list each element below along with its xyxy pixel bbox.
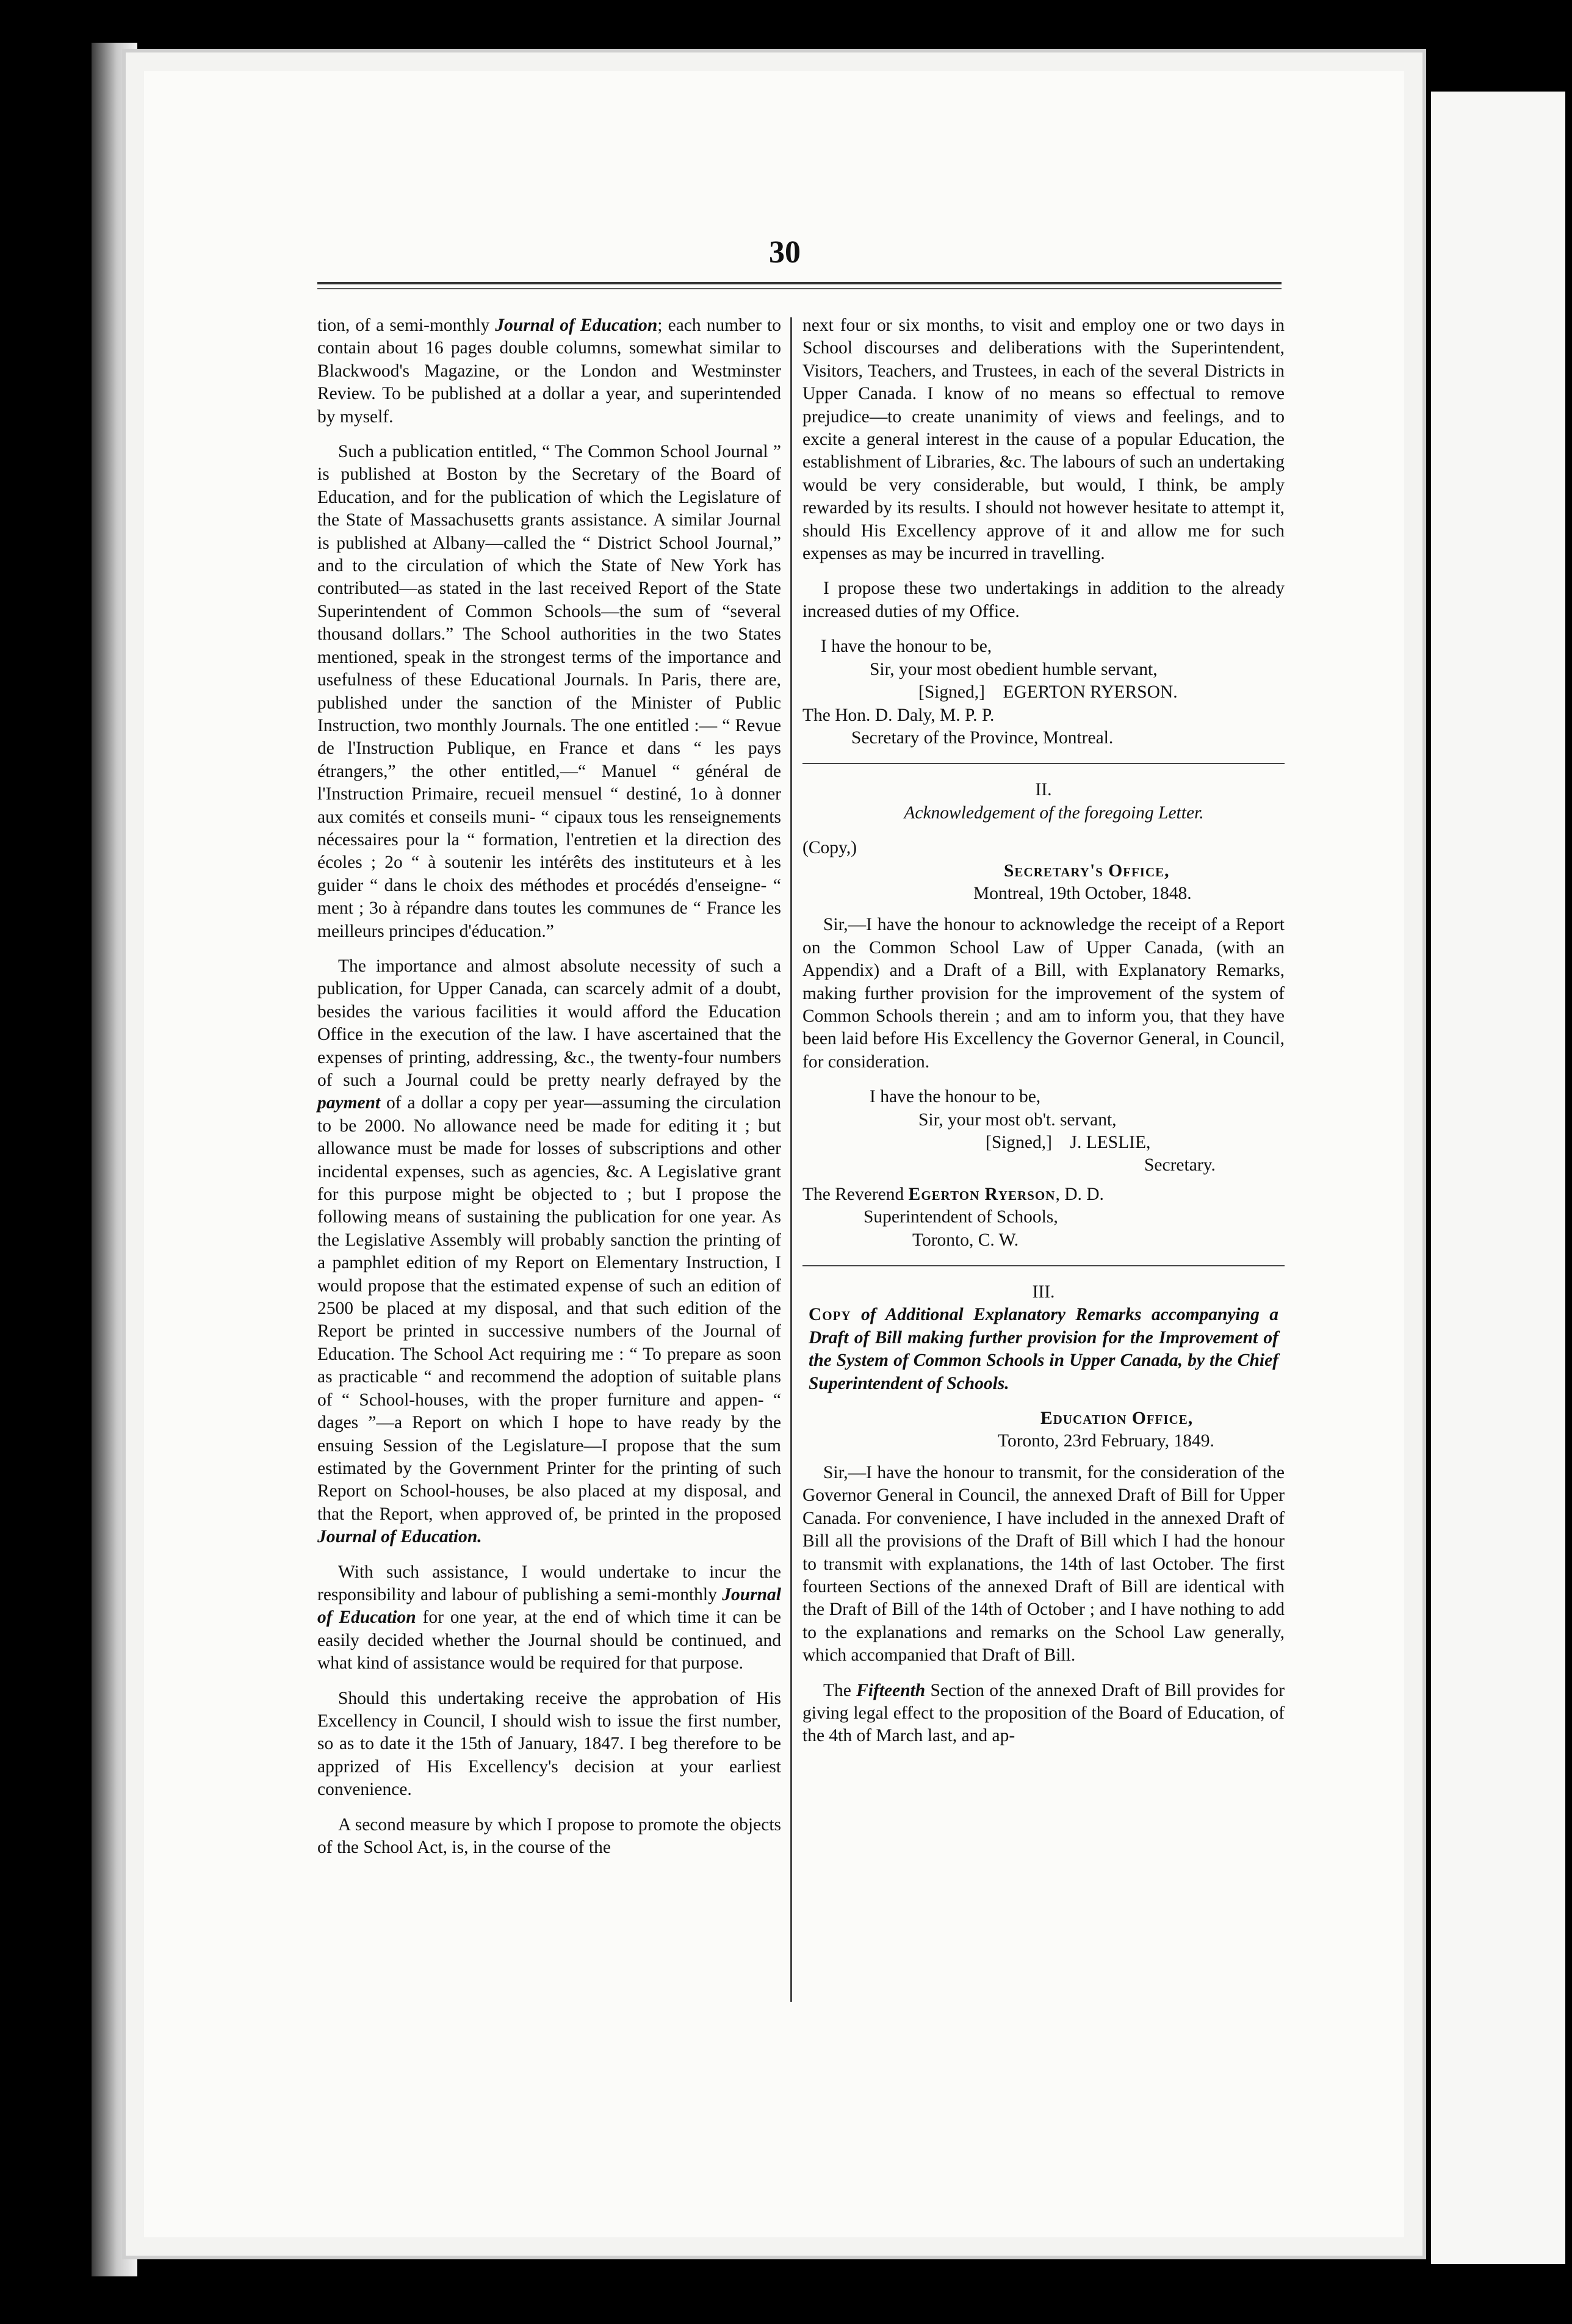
closing-line: I have the honour to be, (821, 637, 992, 657)
text: tion, of a semi-monthly (317, 316, 496, 335)
section-number: III. (1032, 1282, 1055, 1302)
section-separator (802, 763, 1285, 764)
closing-line: Sir, your most ob't. servant, (918, 1110, 1117, 1130)
copy-label: (Copy,) (802, 838, 857, 858)
text: The Reverend (802, 1184, 909, 1204)
paragraph (317, 955, 781, 1549)
italic-text: payment (317, 1093, 381, 1113)
signed-label: [Signed,] (918, 682, 985, 702)
signer-name: J. LESLIE, (1070, 1133, 1151, 1152)
addressee-title: Secretary of the Province, Montreal. (851, 727, 1114, 748)
addressee-name: Egerton Ryerson (908, 1184, 1056, 1204)
signed-label: [Signed,] (986, 1133, 1052, 1152)
paragraph: next four or six months, to visit and employ one or two days in School discourses and deliberations with the Superintendent, Visitors, Teachers, and Trustees, in each of the several Districts in Upper Canada. I know of no means so effectual to remove prejudice—to create unanimity of views and feelings, and to excite a general interest in the cause of a popular Education, the establishment of Libraries, &c. The labours of such an undertaking would be very considerable, but would, I think, be amply rewarded by its results. I should not however hesitate to attempt it, should His Excellency approve of it and allow me for such expenses as may be incurred in travelling. (802, 316, 1285, 564)
paragraph: A second measure by which I propose to promote the objects of the School Act, is, in the course of the (317, 1814, 781, 1857)
date-line: Toronto, 23rd February, 1849. (998, 1431, 1214, 1451)
italic-text: Journal of Education (495, 316, 658, 335)
paragraph: Such a publication entitled, “ The Common School Journal ” is published at Boston by the Secretary of the Board of Education, and for the publication of which the Legislature of the State of Massachusetts grants assistance. A similar Journal is published at Albany—called the “ District School Journal,” and to the circulation of which the State of New York has contributed—as stated in the last received Report of the State Superintendent of Common Schools—the sum of “several thousand dollars.” The School authorities in the two States mentioned, speak in the strongest terms of the importance and usefulness of these Educational Journals. In Paris, there are, published under the sanction of the Minister of Public Instruction, two monthly Journals. The one entitled :— “ Revue de l'Instruction Publique, en France et dans “ les pays étrangers,” the other entitled,—“ Manuel “ général de l'Instruction Primaire, recueil mensuel “ destiné, 1o à donner aux comités et conseils muni- “ cipaux tous les renseignements nécessaires pour la “ formation, l'entretien et la direction des écoles ; 2o “ à soutenir les intérêts des instituteurs et à les guider “ dans le choix des méthodes et procédés d'enseigne- “ ment ; 3o à répandre dans toutes les communes de “ France les meilleurs principes d'éducation.” (317, 442, 781, 941)
signer-title: Secretary. (1144, 1155, 1216, 1175)
text: , D. D. (1055, 1184, 1104, 1204)
addressee (802, 1183, 1285, 1206)
paragraph: Sir,—I have the honour to acknowledge the receipt of a Report on the Common School Law of Upper Canada, (with an Appendix) and a Draft of a Bill, with Explanatory Remarks, making further provision for the improvement of the system of Common Schools therein ; and am to inform you, that they have been laid before His Excellency the Governor General, in Council, for consideration. (802, 915, 1285, 1072)
text: ; each number to contain about 16 pages double columns, somewhat similar to Blackwood's Magazine, or the London and Westminster Review. To be published at a dollar a year, and superintended by myself. (317, 316, 781, 427)
date-line: Montreal, 19th October, 1848. (973, 883, 1192, 903)
paragraph: I propose these two undertakings in addition to the already increased duties of my Office. (802, 579, 1285, 621)
paragraph (802, 1680, 1285, 1748)
facing-page-edge (1431, 92, 1565, 2264)
title-text: of Additional Explanatory Remarks accompanying a Draft of Bill making further provision for the Improvement of the System of Common Schools in Upper Canada, by the Chief Superintendent of Schools. (809, 1305, 1278, 1393)
section-title (802, 1304, 1285, 1395)
paragraph (317, 1561, 781, 1675)
closing-line: I have the honour to be, (870, 1087, 1041, 1107)
closing-line: Sir, your most obedient humble servant, (870, 659, 1158, 679)
text: for one year, at the end of which time it can be easily decided whether the Journal should be continued, and what kind of assistance would be required for that purpose. (317, 1608, 781, 1673)
addressee-line: Superintendent of Schools, (864, 1207, 1058, 1227)
text: of a dollar a copy per year—assuming the circulation to be 2000. No allowance need be made for editing it ; but allowance must be made for losses of subscriptions and other incidental expenses, such as agencies, &c. A Legislative grant for this purpose might be objected to ; but I propose the following means of sustaining the publication for one year. As the Legislative Assembly will probably sanction the printing of a pamphlet edition of my Report on Elementary Instruction, I would propose that the estimated expense of such an edition of 2500 be placed at my disposal, and that such edition of the Report be printed in successive numbers of the Journal of Education. The School Act requiring me : “ To prepare as soon as practicable “ and recommend the adoption of suitable plans of “ School-houses, with the proper furniture and appen- “ dages ”—a Report on which I hope to have ready by the ensuing Session of the Legislature—I propose that the sum estimated by the Government Printer for the printing of such Report on School-houses, be also placed at my disposal, and that the Report, when approved of, be printed in the proposed (317, 1093, 781, 1524)
paragraph: Should this undertaking receive the approbation of His Excellency in Council, I should wish to issue the first number, so as to date it the 15th of January, 1847. I beg therefore to be apprized of His Excellency's decision at your earliest convenience. (317, 1688, 781, 1800)
signature-line (802, 1131, 1285, 1154)
office-name: Education Office, (1040, 1409, 1194, 1429)
page-number: 30 (769, 235, 801, 270)
signature-line (802, 681, 1285, 704)
section-separator (802, 1265, 1285, 1266)
paragraph: Sir,—I have the honour to transmit, for the consideration of the Governor General in Council, the annexed Draft of Bill for Upper Canada. For convenience, I have included in the annexed Draft of Bill all the provisions of the Draft of Bill which I had the honour to transmit with explanations, the 14th of last October. The first fourteen Sections of the annexed Draft of Bill are identical with the Draft of Bill of the 14th of October ; and I have nothing to add to the explanations and remarks on the School Law generally, which accompanied that Draft of Bill. (802, 1462, 1285, 1665)
column-divider (790, 317, 792, 2002)
addressee: The Hon. D. Daly, M. P. P. (802, 705, 995, 725)
copy-lead: Copy (809, 1305, 851, 1325)
left-column (317, 314, 781, 1871)
text: Section of the annexed Draft of Bill provides for giving legal effect to the proposition of the Board of Education, of the 4th of March last, and ap- (802, 1680, 1285, 1746)
text: The importance and almost absolute necessity of such a publication, for Upper Canada, can scarcely admit of a doubt, besides the various facilities it would afford the Education Office in the execution of the law. I have ascertained that the expenses of printing, addressing, &c., the twenty-four numbers of such a Journal could be pretty nearly defrayed by the (317, 956, 781, 1090)
italic-text: Journal of Education. (317, 1527, 482, 1547)
signer-name: EGERTON RYERSON. (1003, 682, 1178, 702)
section-title: Acknowledgement of the foregoing Letter. (904, 803, 1204, 823)
addressee-line: Toronto, C. W. (912, 1230, 1019, 1250)
text: The (823, 1680, 857, 1700)
right-column (802, 314, 1285, 1760)
paragraph (317, 314, 781, 428)
header-rule (317, 282, 1282, 289)
office-name: Secretary's Office, (1004, 861, 1170, 881)
italic-text: Journal of Education (317, 1584, 781, 1628)
section-number: II. (1035, 780, 1052, 800)
text: With such assistance, I would undertake to incur the responsibility and labour of publishing a semi-monthly (317, 1562, 781, 1604)
italic-text: Fifteenth (856, 1680, 926, 1700)
